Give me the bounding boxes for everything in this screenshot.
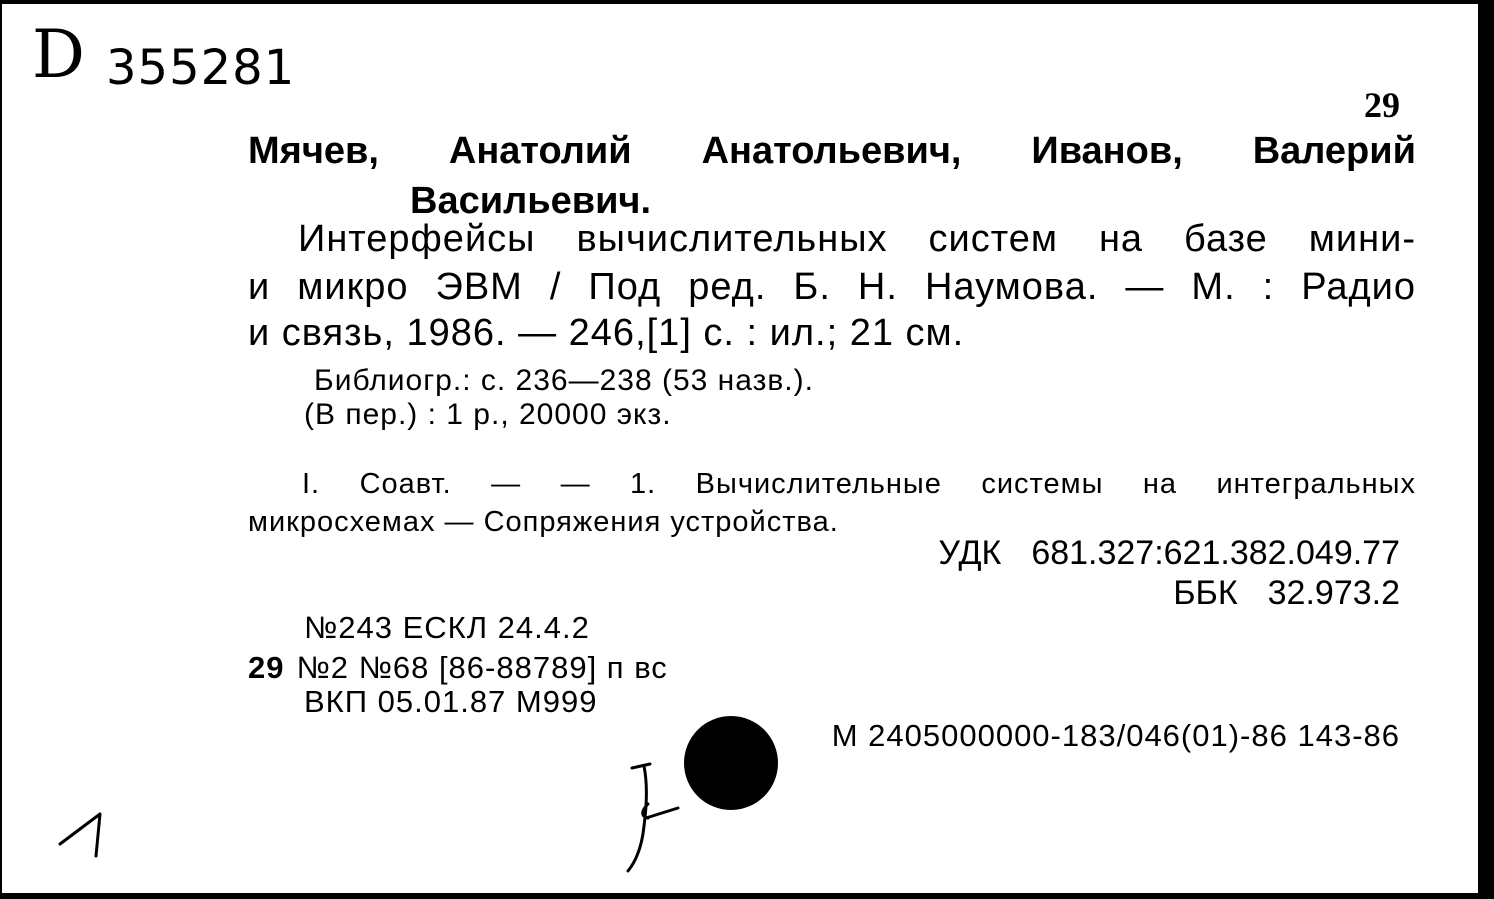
udc-label: УДК [938,534,1002,572]
technical-line-text: №2 №68 [86-88789] п вс [296,650,668,685]
bbk-value: 32.973.2 [1267,574,1400,612]
title-line: Интерфейсы вычислительных систем на базе мини- [298,218,1416,260]
udc-value: 681.327:621.382.049.77 [1031,534,1400,572]
bibliography-note: Библиогр.: с. 236—238 (53 назв.). [314,364,814,397]
subject-tracing-line: микросхемах — Сопряжения устройства. [248,506,839,538]
call-number-letter: D [32,16,85,93]
author-word: Валерий [1252,130,1416,172]
author-word: Мячев, [248,130,379,172]
technical-line [248,650,668,686]
page-number: 29 [1364,85,1400,125]
binding-price-note: (В пер.) : 1 р., 20000 экз. [304,398,672,431]
punch-hole [684,716,778,810]
technical-line: ВКП 05.01.87 М999 [304,684,598,719]
technical-line-number: 29 [248,650,285,685]
title-line: и микро ЭВМ / Под ред. Б. Н. Наумова. — М. : Радио [248,266,1416,308]
author-word: Анатольевич, [701,130,962,172]
bbk-label: ББК [1173,574,1238,612]
author-word: Анатолий [448,130,632,172]
technical-line: №243 ЕСКЛ 24.4.2 [304,610,590,645]
udc-classification [938,534,1400,573]
author-word: Иванов, [1031,130,1183,172]
author-heading-line1 [248,130,1416,173]
bbk-classification [1173,574,1400,613]
index-code: М 2405000000-183/046(01)-86 143-86 [831,718,1400,753]
author-heading-line2: Васильевич. [410,180,652,222]
handwritten-mark-icon [622,756,692,876]
subject-tracing-line: I. Соавт. — — 1. Вычислительные системы на интегральных [302,468,1416,500]
call-number: 355281 [106,40,296,96]
handwritten-mark-icon [52,804,132,874]
title-line: и связь, 1986. — 246,[1] с. : ил.; 21 см. [248,312,965,354]
